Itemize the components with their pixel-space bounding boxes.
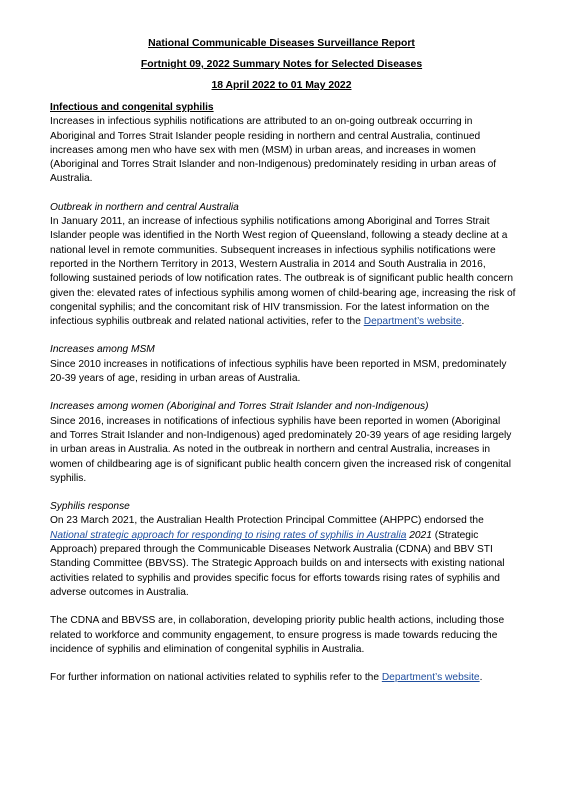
outbreak-heading: Outbreak in northern and central Australia bbox=[50, 201, 239, 213]
intro-paragraph: Increases in infectious syphilis notifications are attributed to an on-going outbreak occurring in Aboriginal and Torres Strait Islander people residing in northern and central Australia, continued increases among men who have sex with men (MSM) in urban areas, and increases in women (Aboriginal and Torres Strait Islander and non-Indigenous) predominately residing in urban areas of Australia. bbox=[50, 116, 497, 185]
response-text-b: (Strategic Approach) prepared through the Communicable Diseases Network Australia (CDNA) and BBV STI Standing Committee (BBVSS). The Strategic Approach builds on and intersects with existing national activities related to syphilis and provides specific focus for efforts towards rising rates of syphilis and adverse outcomes in Australia. bbox=[50, 529, 505, 598]
section-title: Infectious and congenital syphilis bbox=[50, 102, 214, 113]
further-info-paragraph bbox=[50, 671, 516, 685]
report-title: National Communicable Diseases Surveillance Report bbox=[148, 38, 415, 49]
outbreak-paragraph bbox=[50, 215, 516, 329]
msm-paragraph: Since 2010 increases in notifications of infectious syphilis have been reported in MSM, predominately 20-39 years of age, residing in urban areas of Australia. bbox=[50, 358, 507, 385]
further-end: . bbox=[479, 672, 483, 684]
women-paragraph: Since 2016, increases in notifications of infectious syphilis have been reported in women (Aboriginal and Torres Strait Islander and non-Indigenous) aged predominately 20-39 years of age residing largely in urban areas in Australia. As noted in the outbreak in northern and central Australia, increases in women of childbearing age is of significant public health concern given the increased risk of congenital syphilis. bbox=[50, 415, 512, 484]
response-year: 2021 bbox=[406, 529, 432, 541]
report-date-range: 18 April 2022 to 01 May 2022 bbox=[211, 80, 352, 91]
response-text-a: On 23 March 2021, the Australian Health Protection Principal Committee (AHPPC) endorsed the bbox=[50, 515, 484, 527]
response-heading: Syphilis response bbox=[50, 501, 130, 513]
outbreak-text: In January 2011, an increase of infectious syphilis notifications among Aboriginal and Torres Strait Islander people was identified in the North West region of Queensland, following a steady decline at a national level in remote communities. Subsequent increases in infectious syphilis notifications were reported in the Northern Territory in 2013, Western Australia in 2014 and South Australia in 2016, following sustained periods of low notification rates. The outbreak is of significant public health concern given the: elevated rates of infectious syphilis among women of child-bearing age, increasing the risk of congenital syphilis; and the concomitant risk of HIV transmission. For the latest information on the infectious syphilis outbreak and related national activities, refer to the bbox=[50, 216, 516, 328]
msm-heading: Increases among MSM bbox=[50, 344, 155, 356]
departments-website-link[interactable]: Department’s website bbox=[363, 316, 462, 328]
further-text: For further information on national activities related to syphilis refer to the bbox=[50, 672, 382, 684]
report-body bbox=[50, 101, 516, 685]
response-paragraph bbox=[50, 514, 516, 600]
women-heading: Increases among women (Aboriginal and Torres Strait Islander and non-Indigenous) bbox=[50, 401, 429, 413]
report-subtitle: Fortnight 09, 2022 Summary Notes for Selected Diseases bbox=[140, 59, 423, 70]
national-strategic-approach-link[interactable]: National strategic approach for responding to rising rates of syphilis in Australia bbox=[50, 529, 407, 541]
outbreak-end: . bbox=[461, 316, 465, 328]
cdna-paragraph: The CDNA and BBVSS are, in collaboration, developing priority public health actions, including those related to workforce and community engagement, to ensure progress is made towards reducing the incidence of syphilis and elimination of congenital syphilis in Australia. bbox=[50, 615, 505, 655]
departments-website-link-2[interactable]: Department’s website bbox=[381, 672, 480, 684]
